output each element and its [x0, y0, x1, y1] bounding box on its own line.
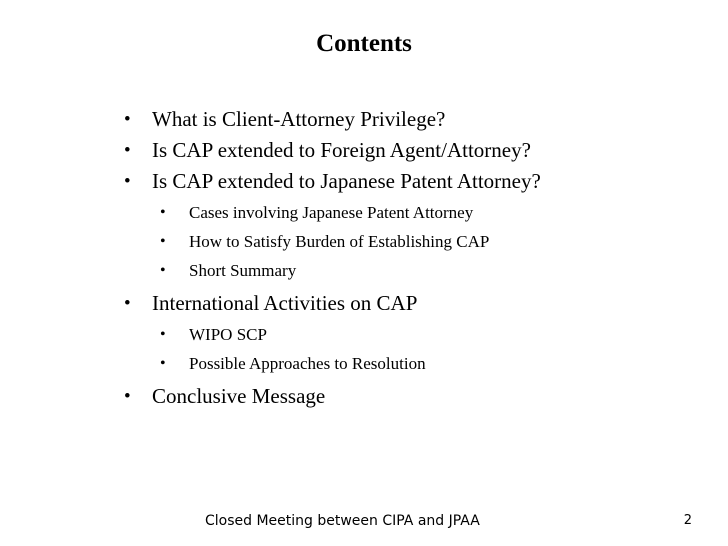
bullet-icon: • — [124, 293, 131, 314]
sub-bullet-icon: • — [160, 355, 166, 372]
outline-subitem-label: WIPO SCP — [189, 325, 267, 344]
outline-subitem — [120, 227, 700, 256]
outline-subitem — [120, 349, 700, 378]
outline-item — [120, 166, 700, 197]
outline-subitem — [120, 256, 700, 285]
outline-item-label: International Activities on CAP — [152, 291, 418, 315]
contents-outline — [120, 104, 700, 412]
outline-item — [120, 104, 700, 135]
sub-bullet-icon: • — [160, 326, 166, 343]
outline-subitem-label: Cases involving Japanese Patent Attorney — [189, 203, 474, 222]
outline-item — [120, 288, 700, 319]
outline-subitem-label: How to Satisfy Burden of Establishing CAP — [189, 232, 490, 251]
outline-item-label: Conclusive Message — [152, 384, 326, 408]
bullet-icon: • — [124, 171, 131, 192]
sub-bullet-icon: • — [160, 233, 166, 250]
outline-subitem — [120, 198, 700, 227]
outline-subitem-label: Possible Approaches to Resolution — [189, 354, 426, 373]
outline-subitem — [120, 320, 700, 349]
outline-item-label: Is CAP extended to Foreign Agent/Attorney? — [152, 138, 531, 162]
bullet-icon: • — [124, 386, 131, 407]
outline-item — [120, 135, 700, 166]
footer-text: Closed Meeting between CIPA and JPAA — [205, 513, 480, 529]
sub-bullet-icon: • — [160, 262, 166, 279]
bullet-icon: • — [124, 140, 131, 161]
page-number: 2 — [683, 513, 692, 528]
outline-item-label: Is CAP extended to Japanese Patent Attorney? — [152, 169, 541, 193]
outline-item-label: What is Client-Attorney Privilege? — [152, 107, 446, 131]
bullet-icon: • — [124, 109, 131, 130]
slide-title: Contents — [316, 30, 412, 57]
sub-bullet-icon: • — [160, 204, 166, 221]
outline-subitem-label: Short Summary — [189, 261, 297, 280]
outline-item — [120, 381, 700, 412]
